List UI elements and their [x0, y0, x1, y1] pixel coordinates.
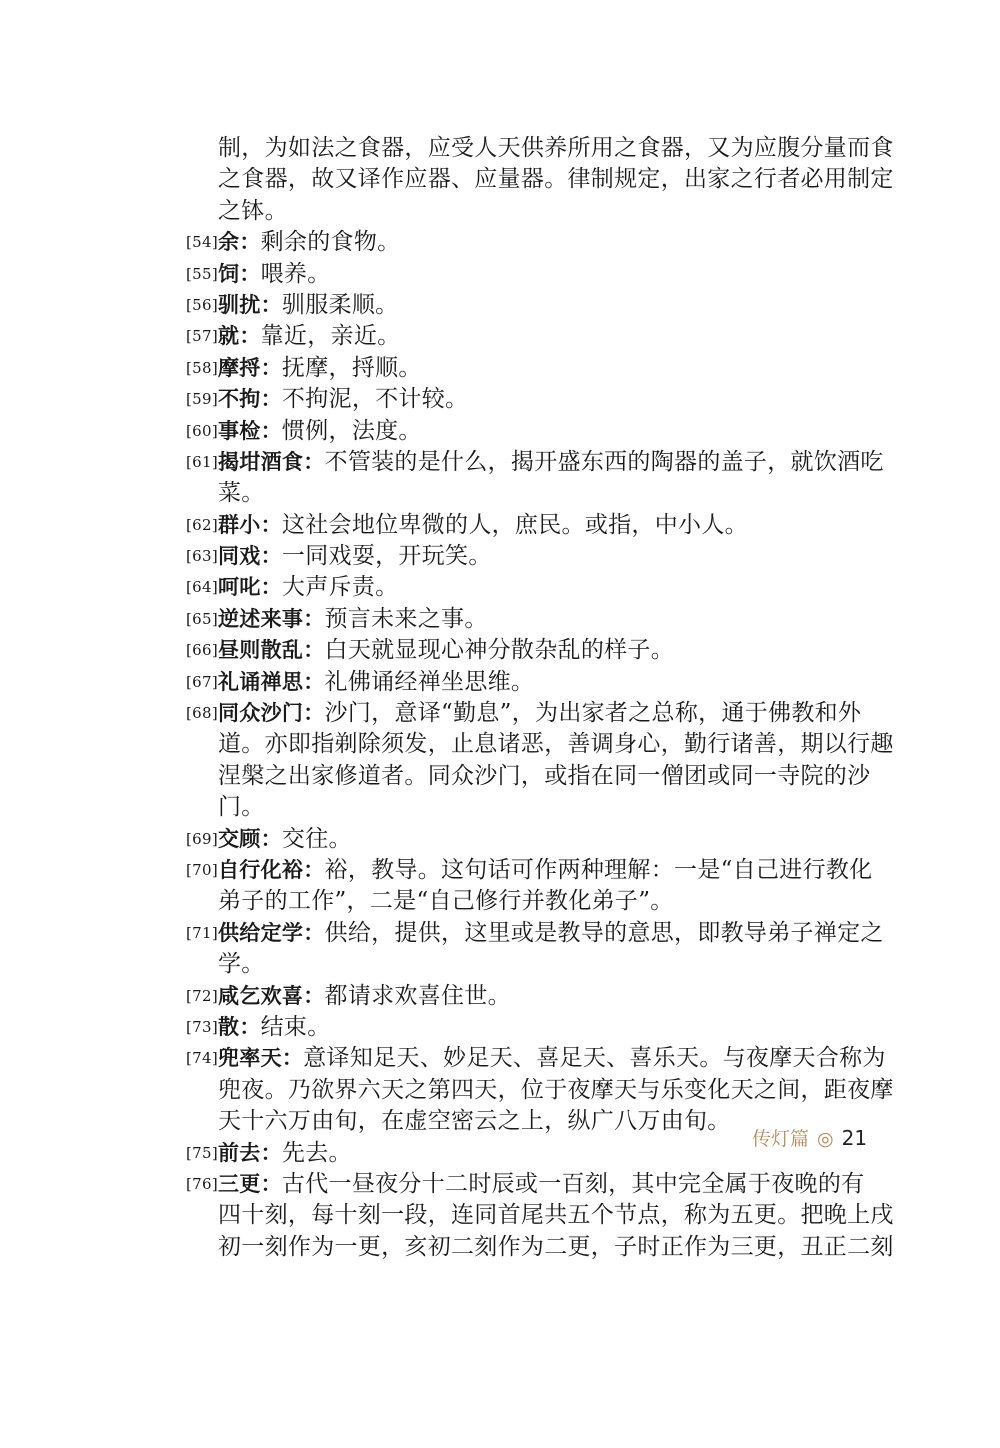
footnote-entry	[186, 981, 866, 1012]
footnote-term: 群小	[218, 512, 261, 537]
footnote-definition: 预言未来之事。	[324, 605, 488, 632]
footnote-number: [62]	[186, 515, 218, 534]
footnote-definition: 意译知足天、妙足天、喜足天、喜乐天。与夜摩天合称为	[303, 1045, 886, 1072]
page-footer	[752, 1124, 867, 1151]
footnote-number: [72]	[186, 986, 218, 1005]
footnote-number: [68]	[186, 704, 218, 723]
footnote-continuation: 涅槃之出家修道者。同众沙门，或指在同一僧团或同一寺院的沙	[218, 762, 871, 789]
footnote-definition: 大声斥责。	[281, 574, 399, 601]
footnote-number: [63]	[186, 547, 218, 566]
footnote-number: [58]	[186, 358, 218, 377]
continuation-line: 制，为如法之食器，应受人天供养所用之食器，又为应腹分量而食	[218, 135, 894, 161]
term-colon: ：	[303, 920, 325, 945]
term-colon: ：	[303, 449, 325, 474]
footnote-term: 饲	[218, 261, 240, 286]
footnote-term: 就	[218, 324, 240, 349]
footnote-entry	[186, 572, 866, 603]
footnote-entry	[186, 635, 866, 666]
footnote-entry	[186, 447, 884, 478]
page-number: 21	[841, 1126, 868, 1150]
footnote-definition: 都请求欢喜住世。	[324, 982, 511, 1009]
footnote-term: 昼则散乱	[218, 638, 304, 663]
footnote-continuation: 初一刻作为一更，亥初二刻作为二更，子时正作为三更，丑正二刻	[218, 1233, 894, 1260]
term-colon: ：	[260, 575, 282, 600]
footnote-number: [64]	[186, 578, 218, 597]
footnote-definition: 不管装的是什么，揭开盛东西的陶器的盖子，就饮酒吃	[324, 448, 884, 475]
term-colon: ：	[281, 1046, 304, 1071]
footnote-term: 呵叱	[218, 575, 261, 600]
footnote-number: [74]	[186, 1049, 218, 1068]
footnote-term: 不拘	[218, 387, 261, 412]
footnote-entry	[186, 1169, 866, 1200]
footnote-number: [69]	[186, 829, 218, 848]
footnote-entry	[186, 259, 866, 290]
footnote-term: 礼诵禅思	[218, 669, 304, 694]
footnote-definition: 剩余的食物。	[260, 229, 401, 256]
continuation-line: 之钵。	[218, 197, 288, 224]
footnote-term: 同戏	[218, 544, 261, 569]
footnote-definition: 供给，提供，这里或是教导的意思，即教导弟子禅定之	[324, 919, 884, 946]
footnote-entry	[186, 918, 884, 949]
footnote-term: 交顾	[218, 826, 261, 851]
footnote-definition: 这社会地位卑微的人，庶民。或指，中小人。	[281, 511, 748, 538]
footnote-definition: 裕，教导。这句话可作两种理解：一是“自己进行教化	[324, 856, 873, 883]
footnote-continuation: 兜夜。乃欲界六天之第四天，位于夜摩天与乐变化天之间，距夜摩	[218, 1076, 894, 1103]
footnote-term: 揭坩酒食	[218, 449, 304, 474]
footnote-term: 自行化裕	[218, 857, 304, 882]
term-colon: ：	[260, 418, 282, 443]
footnote-entry	[186, 1012, 866, 1043]
footnote-term: 驯扰	[218, 292, 261, 317]
footnote-term: 三更	[218, 1171, 261, 1196]
footnote-definition: 靠近，亲近。	[260, 323, 401, 350]
term-colon: ：	[260, 544, 282, 569]
footnote-entry	[186, 416, 866, 447]
footnote-entry	[186, 667, 866, 698]
footnote-continuation: 道。亦即指剃除须发，止息诸恶，善调身心，勤行诸善，期以行趣	[218, 731, 894, 758]
footnote-entry	[186, 698, 866, 729]
section-title: 传灯篇	[752, 1128, 810, 1150]
term-colon: ：	[239, 261, 261, 286]
footnote-definition: 白天就显现心神分散杂乱的样子。	[324, 637, 675, 664]
footnote-definition: 抚摩，捋顺。	[281, 354, 422, 381]
footnote-number: [75]	[186, 1143, 218, 1162]
term-colon: ：	[260, 1171, 282, 1196]
footnote-number: [54]	[186, 233, 218, 252]
term-colon: ：	[239, 1014, 261, 1039]
footnote-term: 余	[218, 230, 240, 255]
term-colon: ：	[303, 669, 325, 694]
footnote-number: [66]	[186, 641, 218, 660]
footnote-entry	[186, 541, 866, 572]
footnote-number: [67]	[186, 672, 218, 691]
footnote-term: 逆述来事	[218, 606, 304, 631]
footnote-term: 供给定学	[218, 920, 304, 945]
footnote-number: [56]	[186, 295, 218, 314]
footnote-term: 摩捋	[218, 355, 261, 380]
term-colon: ：	[303, 701, 325, 726]
footnote-entry	[186, 353, 866, 384]
term-colon: ：	[239, 230, 261, 255]
term-colon: ：	[260, 355, 282, 380]
footnote-continuation: 四十刻，每十刻一段，连同首尾共五个节点，称为五更。把晚上戌	[218, 1202, 894, 1229]
footnote-entry	[186, 604, 866, 635]
footnote-number: [70]	[186, 860, 218, 879]
term-colon: ：	[260, 387, 282, 412]
footnote-definition: 沙门，意译“勤息”，为出家者之总称，通于佛教和外	[324, 700, 862, 727]
term-colon: ：	[260, 826, 282, 851]
footnote-term: 兜率天	[218, 1046, 282, 1071]
footnote-number: [65]	[186, 609, 218, 628]
term-colon: ：	[303, 638, 325, 663]
footnote-number: [76]	[186, 1174, 218, 1193]
annotation-list	[186, 133, 894, 1263]
footnote-definition: 喂养。	[260, 260, 331, 287]
footnote-term: 散	[218, 1014, 240, 1039]
footnote-entry	[186, 824, 866, 855]
footnote-number: [55]	[186, 264, 218, 283]
footnote-term: 同众沙门	[218, 701, 304, 726]
footnote-definition: 惯例，法度。	[281, 417, 422, 444]
footnote-number: [57]	[186, 327, 218, 346]
footnote-entry	[186, 321, 866, 352]
footnote-number: [61]	[186, 452, 218, 471]
continuation-line: 之食器，故又译作应器、应量器。律制规定，出家之行者必用制定	[218, 166, 894, 193]
footnote-continuation: 菜。	[218, 480, 265, 507]
footnote-definition: 礼佛诵经禅坐思维。	[324, 668, 535, 695]
footnote-definition: 先去。	[281, 1139, 352, 1166]
term-colon: ：	[303, 983, 325, 1008]
footnote-definition: 古代一昼夜分十二时辰或一百刻，其中完全属于夜晚的有	[281, 1170, 865, 1197]
footnote-term: 事检	[218, 418, 261, 443]
footnote-term: 咸乞欢喜	[218, 983, 304, 1008]
footnote-number: [60]	[186, 421, 218, 440]
separator-icon: ◎	[817, 1128, 834, 1150]
footnote-definition: 交往。	[281, 825, 352, 852]
term-colon: ：	[260, 512, 282, 537]
footnote-definition: 驯服柔顺。	[281, 291, 399, 318]
term-colon: ：	[239, 324, 261, 349]
footnote-entry	[186, 227, 866, 258]
footnote-entry	[186, 855, 873, 886]
footnote-entry	[186, 1043, 886, 1074]
footnote-continuation: 门。	[218, 794, 265, 821]
footnote-term: 前去	[218, 1140, 261, 1165]
term-colon: ：	[303, 606, 325, 631]
footnote-continuation: 弟子的工作”，二是“自己修行并教化弟子”。	[218, 888, 674, 915]
term-colon: ：	[260, 1140, 282, 1165]
footnote-definition: 一同戏耍，开玩笑。	[281, 543, 492, 570]
footnote-definition: 不拘泥，不计较。	[281, 386, 469, 413]
footnote-continuation: 学。	[218, 951, 265, 978]
footnote-number: [59]	[186, 390, 218, 409]
footnote-entry	[186, 384, 866, 415]
footnote-entry	[186, 510, 866, 541]
footnote-continuation: 天十六万由旬，在虚空密云之上，纵广八万由旬。	[218, 1108, 731, 1135]
footnote-entry	[186, 290, 866, 321]
footnote-number: [71]	[186, 923, 218, 942]
footnote-definition: 结束。	[260, 1013, 331, 1040]
term-colon: ：	[260, 292, 282, 317]
footnote-number: [73]	[186, 1017, 218, 1036]
term-colon: ：	[303, 857, 325, 882]
